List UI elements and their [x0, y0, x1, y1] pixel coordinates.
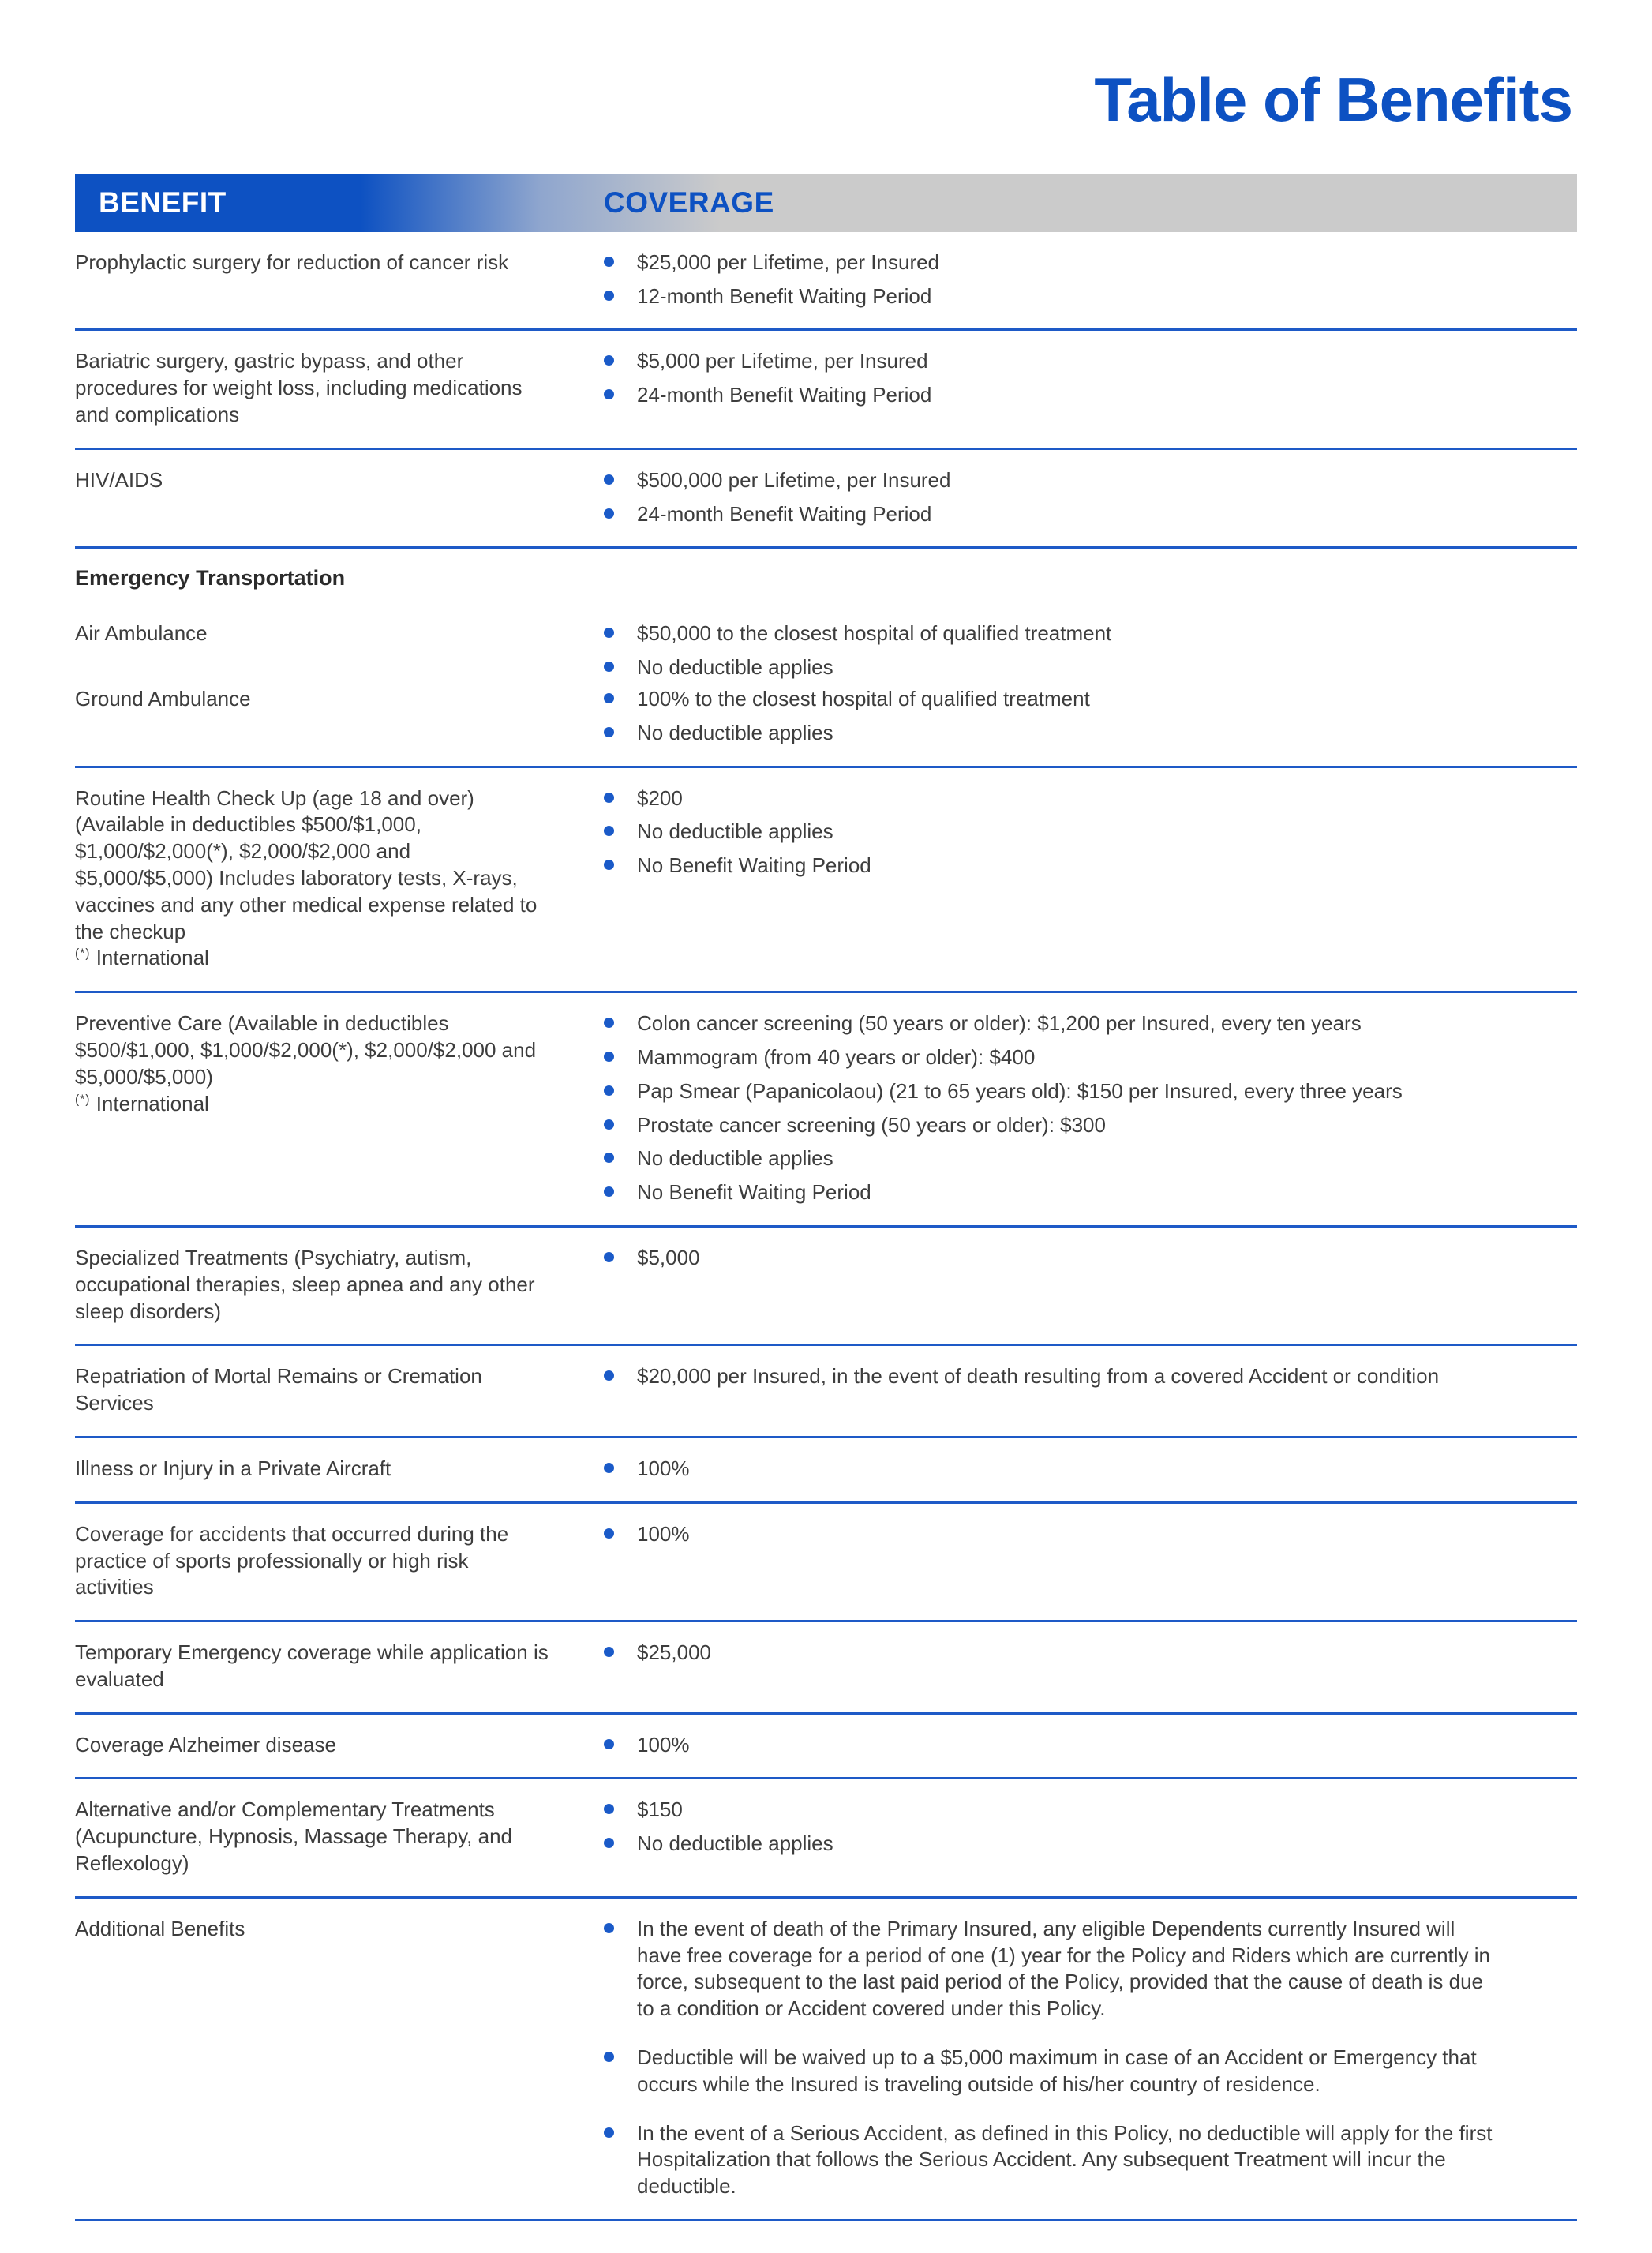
bullet-icon — [604, 826, 614, 836]
coverage-text: Pap Smear (Papanicolaou) (21 to 65 years old): $150 per Insured, every three years — [637, 1078, 1403, 1103]
table-row — [75, 1438, 1577, 1501]
coverage-item — [604, 1521, 1496, 1548]
table-row — [75, 1715, 1577, 1778]
section-block — [75, 566, 1577, 746]
coverage-text: $150 — [637, 1798, 683, 1822]
bullet-icon — [604, 1370, 614, 1381]
coverage-text: No Benefit Waiting Period — [637, 853, 871, 878]
bullet-icon — [604, 793, 614, 803]
coverage-list — [604, 249, 1496, 310]
coverage-list — [604, 1521, 1496, 1601]
coverage-text: 100% — [637, 1521, 690, 1546]
coverage-text: $5,000 — [637, 1245, 700, 1269]
coverage-item — [604, 1010, 1496, 1037]
coverage-list — [604, 1640, 1496, 1693]
coverage-text: $5,000 per Lifetime, per Insured — [637, 349, 928, 373]
coverage-text: 24-month Benefit Waiting Period — [637, 383, 932, 407]
table-row — [75, 450, 1577, 547]
coverage-item — [604, 620, 1496, 647]
bullet-icon — [604, 2127, 614, 2138]
coverage-text: 12-month Benefit Waiting Period — [637, 283, 932, 308]
coverage-list — [604, 1010, 1496, 1206]
coverage-text: $25,000 — [637, 1640, 711, 1665]
bullet-icon — [604, 1085, 614, 1096]
bullet-icon — [604, 1528, 614, 1539]
coverage-text: In the event of a Serious Accident, as defined in this Policy, no deductible will apply for the first Hospitalization that follows the Serious Accident. Any subsequent Treatment will incur the deductible. — [637, 2120, 1493, 2199]
coverage-item — [604, 1112, 1496, 1139]
coverage-list — [604, 785, 1496, 973]
coverage-item — [604, 1145, 1496, 1172]
coverage-item — [604, 785, 1496, 812]
section-title: Emergency Transportation — [75, 566, 346, 590]
table-row — [75, 1346, 1577, 1436]
coverage-item — [604, 1831, 1496, 1858]
bullet-icon — [604, 860, 614, 870]
coverage-list — [604, 348, 1496, 428]
bullet-icon — [604, 1119, 614, 1130]
footnote — [75, 1091, 549, 1118]
bullet-icon — [604, 508, 614, 519]
benefit-text: Routine Health Check Up (age 18 and over) (Available in deductibles $500/$1,000, $1,000/$2,000(*), $2,000/$2,000 and $5,000/$5,000) Includes laboratory tests, X-rays, vaccines and any other medical expense related to the checkup — [75, 785, 538, 943]
coverage-list — [604, 686, 1496, 747]
coverage-item — [604, 1640, 1496, 1666]
bullet-icon — [604, 1186, 614, 1197]
footnote-marker: (*) — [75, 947, 91, 961]
coverage-text: No Benefit Waiting Period — [637, 1180, 871, 1205]
coverage-item — [604, 853, 1496, 879]
coverage-list — [604, 620, 1496, 681]
table-row — [75, 1622, 1577, 1712]
bullet-icon — [604, 693, 614, 703]
coverage-text: No deductible applies — [637, 819, 833, 844]
benefit-name: HIV/AIDS — [75, 467, 163, 492]
table-subrow — [75, 620, 1577, 681]
bullet-icon — [604, 662, 614, 672]
coverage-list — [604, 467, 1496, 528]
table-header — [75, 174, 1577, 232]
row-divider — [75, 2219, 1577, 2221]
coverage-text: Prostate cancer screening (50 years or older): $300 — [637, 1112, 1106, 1137]
coverage-item — [604, 1179, 1496, 1206]
coverage-item — [604, 1797, 1496, 1824]
coverage-item — [604, 467, 1496, 494]
bullet-icon — [604, 727, 614, 737]
coverage-list — [604, 1797, 1496, 1876]
table-row — [75, 1899, 1577, 2219]
bullet-icon — [604, 1463, 614, 1473]
coverage-text: $25,000 per Lifetime, per Insured — [637, 249, 940, 274]
benefit-name: Temporary Emergency coverage while application is evaluated — [75, 1640, 549, 1691]
coverage-item — [604, 686, 1496, 713]
bullet-icon — [604, 1647, 614, 1657]
coverage-text: Mammogram (from 40 years or older): $400 — [637, 1044, 1036, 1069]
benefit-name: Coverage for accidents that occurred during the practice of sports professionally or high risk activities — [75, 1521, 509, 1599]
footnote-marker: (*) — [75, 1092, 91, 1106]
footnote-text: International — [96, 946, 209, 970]
benefit-name — [75, 785, 549, 973]
page-title: Table of Benefits — [1094, 65, 1572, 134]
coverage-text: No deductible applies — [637, 1146, 833, 1171]
coverage-item — [604, 1363, 1496, 1390]
coverage-list — [604, 1245, 1496, 1325]
coverage-text: No deductible applies — [637, 655, 833, 680]
footnote-text: International — [96, 1091, 209, 1115]
coverage-item — [604, 382, 1496, 409]
bullet-icon — [604, 355, 614, 366]
benefit-name: Specialized Treatments (Psychiatry, autism, occupational therapies, sleep apnea and any other sleep disorders) — [75, 1245, 535, 1323]
coverage-item — [604, 654, 1496, 681]
coverage-list — [604, 1363, 1496, 1417]
coverage-item — [604, 819, 1496, 845]
benefits-table — [75, 174, 1577, 2221]
bullet-icon — [604, 1018, 614, 1028]
table-row — [75, 331, 1577, 447]
bullet-icon — [604, 1153, 614, 1163]
bullet-icon — [604, 1252, 614, 1262]
benefit-name: Illness or Injury in a Private Aircraft — [75, 1456, 391, 1480]
coverage-text: Colon cancer screening (50 years or older): $1,200 per Insured, every ten years — [637, 1011, 1362, 1036]
benefit-name: Prophylactic surgery for reduction of cancer risk — [75, 249, 509, 274]
table-row — [75, 993, 1577, 1225]
table-row — [75, 232, 1577, 329]
benefit-name: Ground Ambulance — [75, 686, 251, 710]
coverage-item — [604, 249, 1496, 276]
table-row — [75, 768, 1577, 992]
benefit-name: Additional Benefits — [75, 1916, 245, 1940]
benefit-name: Alternative and/or Complementary Treatments (Acupuncture, Hypnosis, Massage Therapy, and Reflexology) — [75, 1798, 512, 1876]
coverage-item — [604, 501, 1496, 528]
coverage-item — [604, 2120, 1496, 2200]
coverage-text: 24-month Benefit Waiting Period — [637, 501, 932, 526]
benefit-name: Bariatric surgery, gastric bypass, and other procedures for weight loss, including medications and complications — [75, 349, 523, 426]
coverage-item — [604, 283, 1496, 310]
bullet-icon — [604, 2052, 614, 2062]
coverage-text: 100% — [637, 1456, 690, 1480]
coverage-text: No deductible applies — [637, 1831, 833, 1856]
coverage-item — [604, 1456, 1496, 1483]
coverage-text: 100% — [637, 1732, 690, 1756]
benefit-name: Repatriation of Mortal Remains or Cremation Services — [75, 1364, 482, 1415]
coverage-item — [604, 1916, 1496, 2022]
bullet-icon — [604, 1739, 614, 1749]
coverage-text: $20,000 per Insured, in the event of death resulting from a covered Accident or condition — [637, 1364, 1440, 1389]
bullet-icon — [604, 389, 614, 399]
table-row — [75, 549, 1577, 765]
coverage-text: $500,000 per Lifetime, per Insured — [637, 467, 951, 492]
benefit-name: Air Ambulance — [75, 621, 208, 646]
column-header-benefit: BENEFIT — [99, 186, 227, 219]
coverage-text: No deductible applies — [637, 720, 833, 744]
coverage-item — [604, 348, 1496, 375]
benefit-name: Coverage Alzheimer disease — [75, 1732, 336, 1756]
table-row — [75, 1228, 1577, 1344]
coverage-item — [604, 1245, 1496, 1272]
coverage-text: Deductible will be waived up to a $5,000 maximum in case of an Accident or Emergency that occurs while the Insured is traveling outside of his/her country of residence. — [637, 2045, 1477, 2096]
bullet-icon — [604, 257, 614, 267]
coverage-list — [604, 1456, 1496, 1483]
benefit-name — [75, 1010, 549, 1206]
coverage-item — [604, 2045, 1496, 2098]
bullet-icon — [604, 628, 614, 638]
bullet-icon — [604, 474, 614, 485]
coverage-item — [604, 1044, 1496, 1071]
table-row — [75, 1779, 1577, 1895]
coverage-text: In the event of death of the Primary Insured, any eligible Dependents currently Insured will have free coverage for a period of one (1) year for the Policy and Riders which are currently in force, subsequent to the last paid period of the Policy, provided that the cause of death is due to a condition or Accident covered under this Policy. — [637, 1916, 1490, 2021]
bullet-icon — [604, 1923, 614, 1933]
bullet-icon — [604, 1052, 614, 1062]
footnote — [75, 945, 549, 972]
table-row — [75, 1504, 1577, 1620]
coverage-item — [604, 720, 1496, 747]
coverage-text: $200 — [637, 785, 683, 810]
coverage-list — [604, 1732, 1496, 1759]
bullet-icon — [604, 1838, 614, 1848]
bullet-icon — [604, 1804, 614, 1814]
coverage-text: 100% to the closest hospital of qualified treatment — [637, 686, 1090, 710]
coverage-item — [604, 1732, 1496, 1759]
coverage-text: $50,000 to the closest hospital of qualified treatment — [637, 621, 1112, 646]
coverage-item — [604, 1078, 1496, 1105]
benefit-text: Preventive Care (Available in deductibles $500/$1,000, $1,000/$2,000(*), $2,000/$2,000 and $5,000/$5,000) — [75, 1011, 537, 1089]
table-subrow — [75, 686, 1577, 747]
bullet-icon — [604, 291, 614, 301]
column-header-coverage: COVERAGE — [604, 186, 774, 219]
coverage-list — [604, 1916, 1496, 2200]
